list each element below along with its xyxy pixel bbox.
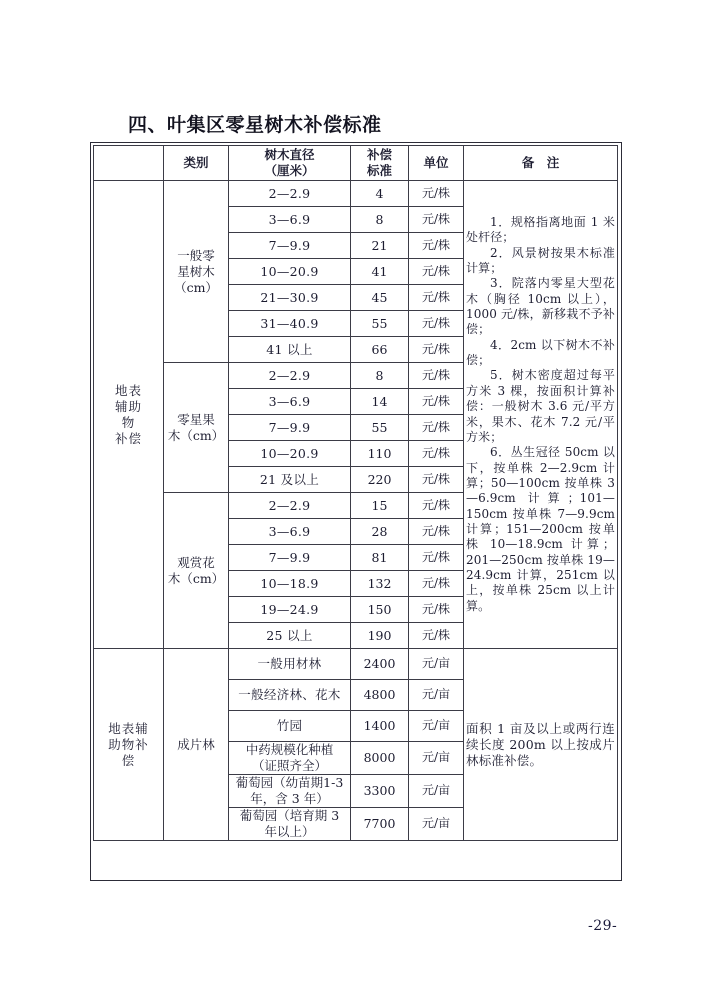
item-line1: 葡萄园（幼苗期1-3 [235,775,344,790]
remarks-cell-group2 [464,649,618,841]
amount-value: 14 [351,389,409,415]
unit-value: 元/亩 [409,711,464,742]
header-compensation-line2: 标准 [366,163,392,178]
unit-value: 元/株 [409,545,464,571]
unit-value: 元/株 [409,571,464,597]
unit-value: 元/亩 [409,649,464,680]
remarks-cell-group1 [464,181,618,649]
header-unit: 单位 [409,146,464,181]
diameter-value: 3—6.9 [229,519,351,545]
amount-value: 8 [351,363,409,389]
category-ornamental-flowering-trees [164,493,229,649]
cat2-line2: 木（cm） [167,427,225,443]
cat1-line2: 星树木 [177,263,215,279]
group1-label-line4: 补偿 [114,430,142,446]
remark-item-5: 5．树木密度超过每平方米 3 棵，按面积计算补偿：一般树木 3.6 元/平方米，果木、花木 7.2 元/平方米； [466,368,615,444]
item-line2: 年，含 3 年） [250,791,329,806]
cat2-line1: 零星果 [177,411,215,427]
item-line1: 中药规模化种植 [245,742,334,757]
amount-value: 21 [351,233,409,259]
unit-value: 元/株 [409,181,464,207]
diameter-value: 7—9.9 [229,415,351,441]
amount-value: 4800 [351,680,409,711]
unit-value: 元/株 [409,337,464,363]
diameter-value: 7—9.9 [229,545,351,571]
table-header-row [94,146,618,181]
amount-value: 1400 [351,711,409,742]
unit-value: 元/株 [409,233,464,259]
item-line2: 年以上） [264,824,315,839]
group1-label-line1: 地表 [114,382,142,398]
amount-value: 7700 [351,808,409,841]
group-label-surface-aux-2 [94,649,164,841]
diameter-value: 31—40.9 [229,311,351,337]
item-value [229,742,351,775]
cat1-line3: （cm） [174,279,218,295]
group2-label-line2: 助物补 [108,736,149,752]
unit-value: 元/亩 [409,680,464,711]
unit-value: 元/株 [409,311,464,337]
amount-value: 55 [351,415,409,441]
remark-item-3: 3．院落内零星大型花木（胸径 10cm 以上），1000 元/株，新移栽不予补偿； [466,276,615,337]
cat3-line1: 观赏花 [177,554,215,570]
item-value [229,775,351,808]
unit-value: 元/株 [409,415,464,441]
unit-value: 元/亩 [409,775,464,808]
amount-value: 4 [351,181,409,207]
amount-value: 45 [351,285,409,311]
diameter-value: 10—18.9 [229,571,351,597]
group2-label-line1: 地表辅 [108,720,149,736]
unit-value: 元/株 [409,493,464,519]
unit-value: 元/株 [409,467,464,493]
category-scattered-fruit-trees [164,363,229,493]
amount-value: 8 [351,207,409,233]
remark-item-1: 1．规格指离地面 1 米处杆径； [466,214,615,245]
group2-label-line3: 偿 [121,752,136,768]
header-category: 类别 [164,146,229,181]
amount-value: 132 [351,571,409,597]
remark-item-2: 2．风景树按果木标准计算； [466,245,615,275]
page-title: 四、叶集区零星树木补偿标准 [128,114,382,136]
remark-item-4: 4．2cm 以下树木不补偿； [466,337,615,368]
diameter-value: 25 以上 [229,623,351,649]
diameter-value: 2—2.9 [229,181,351,207]
amount-value: 55 [351,311,409,337]
item-value: 一般经济林、花木 [229,680,351,711]
amount-value: 2400 [351,649,409,680]
diameter-value: 21—30.9 [229,285,351,311]
header-compensation-line1: 补偿 [366,146,392,162]
compensation-standards-table [93,145,618,841]
item-value: 一般用材林 [229,649,351,680]
unit-value: 元/株 [409,441,464,467]
amount-value: 66 [351,337,409,363]
diameter-value: 2—2.9 [229,363,351,389]
group1-label-line3: 物 [121,414,136,430]
amount-value: 220 [351,467,409,493]
header-diameter [229,146,351,181]
cat3-line2: 木（cm） [167,570,225,586]
header-blank [94,146,164,181]
unit-value: 元/株 [409,363,464,389]
header-compensation-standard [351,146,409,181]
unit-value: 元/株 [409,259,464,285]
table-row [94,649,618,680]
unit-value: 元/亩 [409,742,464,775]
amount-value: 150 [351,597,409,623]
header-remarks: 备 注 [464,146,618,181]
unit-value: 元/亩 [409,808,464,841]
item-line2: （证照齐全） [251,758,327,773]
page-number: -29- [588,918,618,934]
unit-value: 元/株 [409,597,464,623]
diameter-value: 19—24.9 [229,597,351,623]
amount-value: 41 [351,259,409,285]
diameter-value: 10—20.9 [229,441,351,467]
amount-value: 28 [351,519,409,545]
unit-value: 元/株 [409,285,464,311]
item-value: 竹园 [229,711,351,742]
amount-value: 110 [351,441,409,467]
diameter-value: 41 以上 [229,337,351,363]
diameter-value: 21 及以上 [229,467,351,493]
amount-value: 8000 [351,742,409,775]
header-diameter-line2: （厘米） [264,163,315,178]
unit-value: 元/株 [409,519,464,545]
category-general-scattered-trees [164,181,229,363]
group-label-surface-aux-1 [94,181,164,649]
table-row [94,181,618,207]
amount-value: 190 [351,623,409,649]
amount-value: 81 [351,545,409,571]
header-diameter-line1: 树木直径 [264,146,315,162]
cat1-line1: 一般零 [177,247,215,263]
unit-value: 元/株 [409,389,464,415]
item-value [229,808,351,841]
diameter-value: 3—6.9 [229,389,351,415]
diameter-value: 3—6.9 [229,207,351,233]
diameter-value: 2—2.9 [229,493,351,519]
diameter-value: 10—20.9 [229,259,351,285]
amount-value: 3300 [351,775,409,808]
remark-contiguous-forest: 面积 1 亩及以上或两行连续长度 200m 以上按成片林标准补偿。 [466,720,615,768]
amount-value: 15 [351,493,409,519]
diameter-value: 7—9.9 [229,233,351,259]
remark-item-6: 6．丛生冠径 50cm 以下，按单株 2—2.9cm 计算；50—100cm 按单株 3—6.9cm 计算；101—150cm 按单株 7—9.9cm 计算；151—200cm 按单株 10—18.9cm 计算；201—250cm 按单株 19—24.9cm 计算，251cm 以上，按单株 25cm 以上计算。 [466,445,615,613]
group1-label-line2: 辅助 [114,398,142,414]
category-contiguous-forest: 成片林 [164,649,229,841]
unit-value: 元/株 [409,623,464,649]
item-line1: 葡萄园（培育期 3 [239,808,340,823]
unit-value: 元/株 [409,207,464,233]
